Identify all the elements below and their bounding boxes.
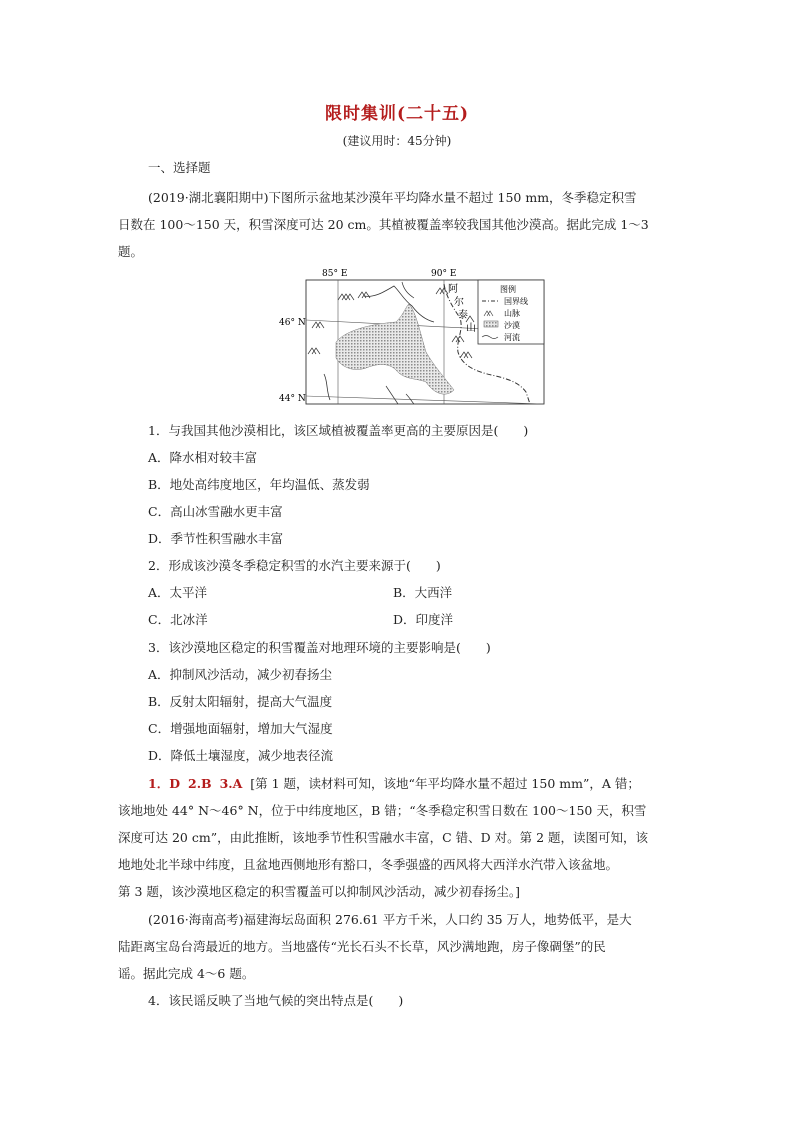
q1-option-b: B．地处高纬度地区，年均温低、蒸发弱 <box>148 477 370 492</box>
altai-label: 阿 <box>448 284 458 295</box>
q3-option-c: C．增强地面辐射，增加大气湿度 <box>148 721 333 736</box>
q1-option-c: C．高山冰雪融水更丰富 <box>148 504 283 519</box>
q3-option-b: B．反射太阳辐射，提高大气温度 <box>148 694 333 709</box>
q2-option-d: D．印度洋 <box>393 612 454 627</box>
q3-option-a: A．抑制风沙活动，减少初春扬尘 <box>148 667 333 682</box>
latitude-label-46: 46° N <box>279 318 306 328</box>
altai-label: 泰 <box>458 310 468 321</box>
q1-option-d: D．季节性积雪融水丰富 <box>148 531 284 546</box>
altai-label: 尔 <box>454 297 464 308</box>
q2-option-a: A．太平洋 <box>148 585 208 600</box>
intro2-line: (2016·海南高考)福建海坛岛面积 276.61 平方千米，人口约 35 万人，地势低平，是大 <box>148 912 632 927</box>
altai-label: 山 <box>466 323 476 334</box>
river <box>406 394 414 404</box>
legend-desert: 沙漠 <box>504 321 520 330</box>
basin-map <box>276 262 552 408</box>
legend-border: 国界线 <box>504 297 528 306</box>
question-3-stem: 3．该沙漠地区稳定的积雪覆盖对地理环境的主要影响是( ) <box>148 640 491 655</box>
river <box>364 286 434 322</box>
intro-line: (2019·湖北襄阳期中)下图所示盆地某沙漠年平均降水量不超过 150 mm，冬季稳定积雪 <box>148 190 637 205</box>
legend-title: 图例 <box>500 285 516 294</box>
q3-option-d: D．降低土壤湿度，减少地表径流 <box>148 748 334 763</box>
page-title: 限时集训(二十五) <box>324 104 470 124</box>
explanation-line: 地地处北半球中纬度，且盆地西侧地形有豁口，冬季强盛的西风将大西洋水汽带入该盆地。 <box>118 857 619 872</box>
legend-river: 河流 <box>504 333 520 342</box>
desert-area <box>336 304 454 394</box>
explanation-line: 该地地处 44° N～46° N，位于中纬度地区，B 错；“冬季稳定积雪日数在 100～150 天，积雪 <box>118 803 647 818</box>
explanation-line: 第 3 题，该沙漠地区稳定的积雪覆盖可以抑制风沙活动，减少初春扬尘。] <box>118 884 521 899</box>
river <box>402 282 414 298</box>
q2-option-b: B．大西洋 <box>393 585 453 600</box>
answer-1: 1．D <box>148 776 181 791</box>
suggested-time: (建议用时：45分钟) <box>342 134 452 148</box>
river <box>324 374 330 400</box>
answer-2: 2.B <box>188 776 212 791</box>
explanation-text: [第 1 题，读材料可知，该地“年平均降水量不超过 150 mm”，A 错； <box>250 776 640 791</box>
answer-3: 3.A <box>219 776 243 791</box>
intro-line: 日数在 100～150 天，积雪深度可达 20 cm。其植被覆盖率较我国其他沙漠高。据此完成 1～3 <box>118 217 649 232</box>
q2-option-c: C．北冰洋 <box>148 612 208 627</box>
longitude-label-90: 90° E <box>431 269 457 279</box>
river <box>386 386 398 404</box>
latitude-label-44: 44° N <box>279 394 306 404</box>
question-1-stem: 1．与我国其他沙漠相比，该区域植被覆盖率更高的主要原因是( ) <box>148 423 529 438</box>
answer-line-1 <box>148 776 640 792</box>
legend-mountain: 山脉 <box>504 309 520 318</box>
intro2-line: 陆距离宝岛台湾最近的地方。当地盛传“光长石头不长草，风沙满地跑，房子像碉堡”的民 <box>118 939 606 954</box>
intro2-line: 谣。据此完成 4～6 题。 <box>118 966 255 981</box>
longitude-label-85: 85° E <box>322 269 348 279</box>
explanation-line: 深度可达 20 cm”，由此推断，该地季节性积雪融水丰富，C 错、D 对。第 2 题，读图可知，该 <box>118 830 649 845</box>
q1-option-a: A．降水相对较丰富 <box>148 450 258 465</box>
section-heading: 一、选择题 <box>148 160 211 175</box>
intro-line: 题。 <box>118 244 144 259</box>
question-2-stem: 2．形成该沙漠冬季稳定积雪的水汽主要来源于( ) <box>148 558 441 573</box>
question-4-stem: 4．该民谣反映了当地气候的突出特点是( ) <box>148 993 404 1008</box>
